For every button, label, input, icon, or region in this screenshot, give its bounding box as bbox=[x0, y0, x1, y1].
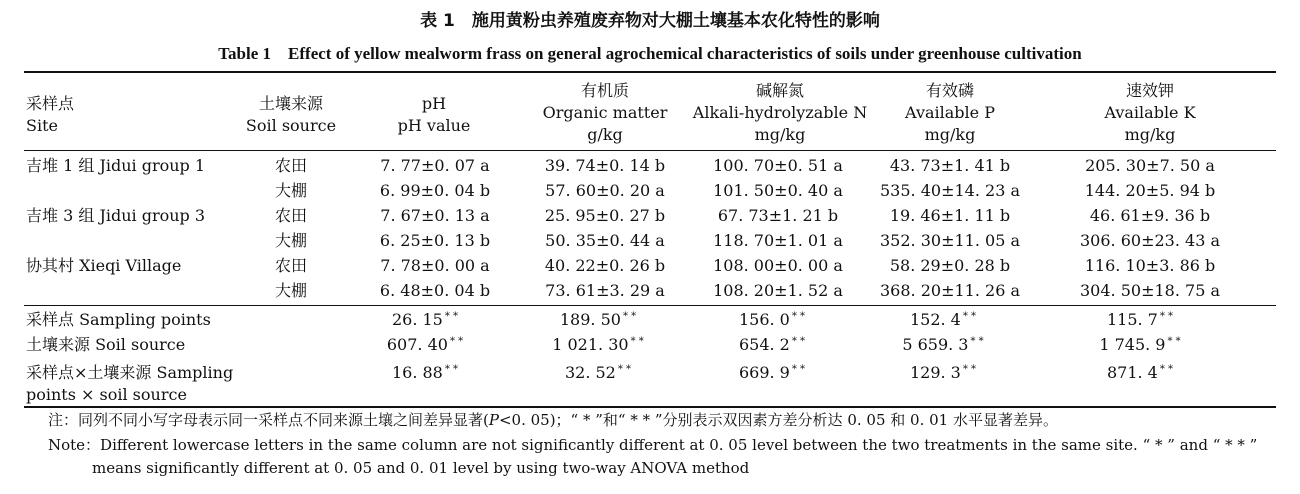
cell-om: 57. 60±0. 20 a bbox=[545, 181, 665, 200]
significance-mark: * * bbox=[444, 311, 459, 322]
cell-om: 40. 22±0. 26 b bbox=[544, 256, 666, 275]
anova-value: 16. 88 bbox=[391, 363, 443, 382]
anova-value: 189. 50 bbox=[559, 310, 621, 329]
significance-mark: * * bbox=[962, 311, 977, 322]
anova-cell-om bbox=[508, 307, 688, 333]
header-ph: pH pH value bbox=[397, 94, 471, 135]
note-en-line2: means significantly different at 0. 05 and 0. 01 level by using two-way ANOVA method bbox=[92, 459, 750, 477]
cell-om: 50. 35±0. 44 a bbox=[545, 231, 665, 250]
significance-mark: * * bbox=[791, 336, 806, 347]
note-cn: 注：同列不同小写字母表示同一采样点不同来源土壤之间差异显著(P<0. 05)；“ * ”和“ * * ”分别表示双因素方差分析达 0. 05 和 0. 01 水平显著差异。 bbox=[48, 411, 1058, 429]
anova-cell-p bbox=[853, 307, 1033, 333]
table-title-en: Table 1 Effect of yellow mealworm frass on general agrochemical characteristics of soils under greenhouse cultivation bbox=[218, 44, 1082, 63]
anova-label: 采样点×土壤来源 Sampling bbox=[26, 363, 234, 382]
row-site: 吉堆 3 组 Jidui group 3 bbox=[26, 206, 206, 225]
row-site: 协其村 Xieqi Village bbox=[26, 256, 182, 275]
row-soil-source: 大棚 bbox=[274, 181, 307, 200]
anova-value: 1 745. 9 bbox=[1099, 335, 1166, 354]
anova-value: 5 659. 3 bbox=[902, 335, 969, 354]
anova-label: 采样点 Sampling points bbox=[26, 310, 211, 329]
cell-p: 58. 29±0. 28 b bbox=[889, 256, 1011, 275]
anova-value: 26. 15 bbox=[391, 310, 443, 329]
anova-cell-ph bbox=[335, 360, 515, 386]
anova-cell-k bbox=[1050, 307, 1230, 333]
row-soil-source: 农田 bbox=[274, 256, 307, 275]
significance-mark: * * bbox=[1167, 336, 1181, 347]
cell-ph: 7. 67±0. 13 a bbox=[380, 206, 490, 225]
row-soil-source: 农田 bbox=[274, 206, 307, 225]
cell-k: 205. 30±7. 50 a bbox=[1085, 156, 1215, 175]
note-en-line1: Note：Different lowercase letters in the same column are not significantly different at 0. 05 level between the two treatments in the same site. “ * ” and “ * * ” bbox=[48, 436, 1258, 454]
anova-value: 654. 2 bbox=[738, 335, 790, 354]
significance-mark: * * bbox=[1159, 311, 1174, 322]
anova-cell-ph bbox=[335, 332, 515, 358]
cell-n: 101. 50±0. 40 a bbox=[713, 181, 843, 200]
anova-value: 115. 7 bbox=[1106, 310, 1158, 329]
cell-n: 108. 00±0. 00 a bbox=[713, 256, 843, 275]
cell-om: 73. 61±3. 29 a bbox=[545, 281, 665, 300]
header-soil-source: 土壤来源 Soil source bbox=[245, 94, 337, 135]
header-organic-matter: 有机质 Organic matter g/kg bbox=[542, 81, 668, 144]
header-alkali-n: 碱解氮 Alkali-hydrolyzable N mg/kg bbox=[692, 81, 868, 144]
header-available-k: 速效钾 Available K mg/kg bbox=[1104, 81, 1196, 144]
cell-n: 67. 73±1. 21 b bbox=[717, 206, 839, 225]
row-site: 吉堆 1 组 Jidui group 1 bbox=[26, 156, 206, 175]
cell-ph: 6. 25±0. 13 b bbox=[379, 231, 491, 250]
cell-ph: 6. 48±0. 04 b bbox=[379, 281, 491, 300]
anova-value: 32. 52 bbox=[564, 363, 616, 382]
significance-mark: * * bbox=[1159, 364, 1174, 375]
anova-cell-ph bbox=[335, 307, 515, 333]
cell-n: 100. 70±0. 51 a bbox=[713, 156, 843, 175]
anova-cell-k bbox=[1050, 360, 1230, 386]
top-rule bbox=[24, 71, 1276, 73]
cell-ph: 7. 77±0. 07 a bbox=[380, 156, 490, 175]
anova-value: 152. 4 bbox=[909, 310, 961, 329]
significance-mark: * * bbox=[970, 336, 984, 347]
anova-cell-n bbox=[682, 332, 862, 358]
significance-mark: * * bbox=[791, 311, 806, 322]
anova-value: 871. 4 bbox=[1106, 363, 1158, 382]
cell-n: 118. 70±1. 01 a bbox=[713, 231, 843, 250]
anova-cell-n bbox=[682, 360, 862, 386]
header-site: 采样点 Site bbox=[26, 94, 75, 135]
anova-cell-n bbox=[682, 307, 862, 333]
significance-mark: * * bbox=[622, 311, 637, 322]
significance-mark: * * bbox=[449, 336, 464, 347]
anova-value: 607. 40 bbox=[386, 335, 448, 354]
anova-value: 156. 0 bbox=[738, 310, 790, 329]
cell-p: 535. 40±14. 23 a bbox=[880, 181, 1020, 200]
cell-p: 368. 20±11. 26 a bbox=[880, 281, 1020, 300]
anova-value: 669. 9 bbox=[738, 363, 790, 382]
significance-mark: * * bbox=[444, 364, 459, 375]
anova-label: 土壤来源 Soil source bbox=[26, 335, 186, 354]
cell-ph: 7. 78±0. 00 a bbox=[380, 256, 490, 275]
cell-k: 46. 61±9. 36 b bbox=[1089, 206, 1211, 225]
cell-k: 144. 20±5. 94 b bbox=[1084, 181, 1216, 200]
cell-p: 43. 73±1. 41 b bbox=[889, 156, 1011, 175]
anova-cell-om bbox=[508, 360, 688, 386]
table-title-cn: 表 1 施用黄粉虫养殖废弃物对大棚土壤基本农化特性的影响 bbox=[420, 11, 880, 31]
row-soil-source: 大棚 bbox=[274, 281, 307, 300]
cell-p: 19. 46±1. 11 b bbox=[889, 206, 1011, 225]
header-rule bbox=[24, 150, 1276, 151]
header-available-p: 有效磷 Available P mg/kg bbox=[905, 81, 995, 144]
anova-value: 1 021. 30 bbox=[552, 335, 629, 354]
anova-cell-om bbox=[508, 332, 688, 358]
cell-k: 116. 10±3. 86 b bbox=[1084, 256, 1216, 275]
anova-rule bbox=[24, 305, 1276, 306]
cell-om: 39. 74±0. 14 b bbox=[544, 156, 666, 175]
cell-p: 352. 30±11. 05 a bbox=[880, 231, 1020, 250]
significance-mark: * * bbox=[617, 364, 632, 375]
anova-cell-p bbox=[853, 332, 1033, 358]
anova-label-line2: points × soil source bbox=[26, 385, 187, 404]
cell-k: 304. 50±18. 75 a bbox=[1080, 281, 1220, 300]
cell-om: 25. 95±0. 27 b bbox=[544, 206, 666, 225]
cell-k: 306. 60±23. 43 a bbox=[1080, 231, 1220, 250]
significance-mark: * * bbox=[962, 364, 977, 375]
anova-value: 129. 3 bbox=[909, 363, 961, 382]
anova-cell-p bbox=[853, 360, 1033, 386]
row-soil-source: 农田 bbox=[274, 156, 307, 175]
anova-cell-k bbox=[1050, 332, 1230, 358]
significance-mark: * * bbox=[791, 364, 806, 375]
row-soil-source: 大棚 bbox=[274, 231, 307, 250]
significance-mark: * * bbox=[630, 336, 644, 347]
cell-ph: 6. 99±0. 04 b bbox=[379, 181, 491, 200]
cell-n: 108. 20±1. 52 a bbox=[713, 281, 843, 300]
